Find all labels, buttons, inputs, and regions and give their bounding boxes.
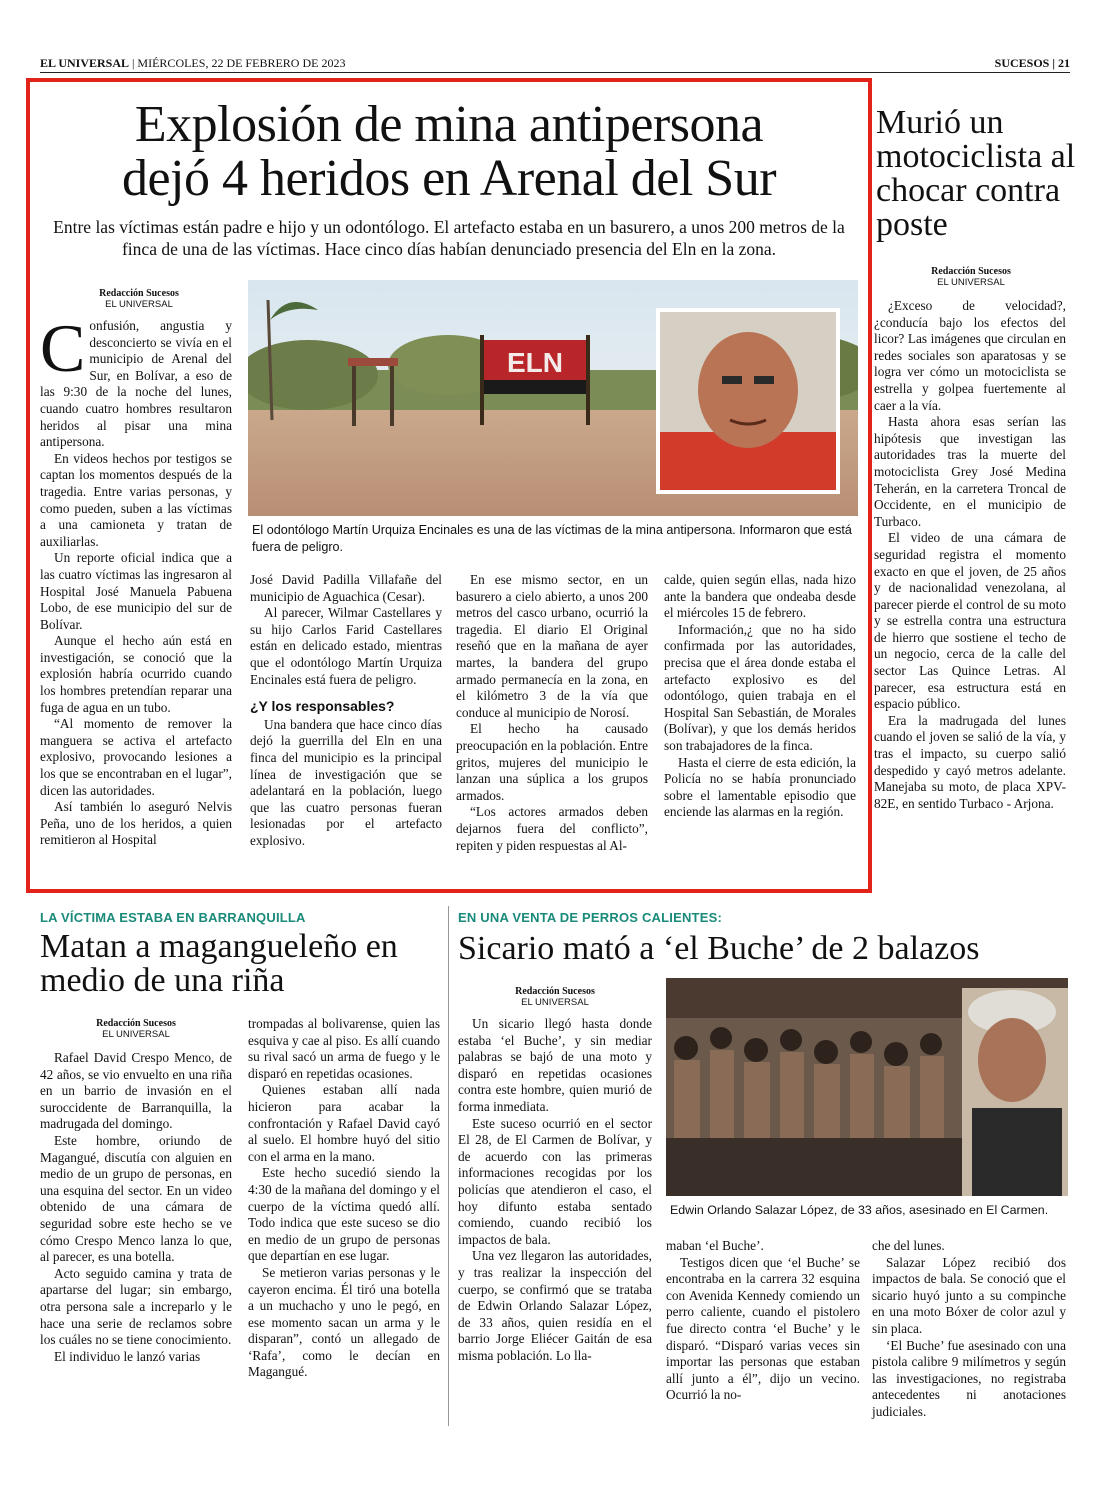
paragraph: Una bandera que hace cinco días dejó la guerrilla del Eln en una finca del municipio es la principal línea de investigación que se adelantará en la población, luego que las cuatro personas fueran lesionadas por el artefacto explosivo. (250, 716, 442, 848)
side-byline (876, 266, 1066, 288)
paragraph: Acto seguido camina y trata de apartarse del lugar; sin embargo, otra persona sale a increparlo y le hace una serie de reclamos sobre los cuáles no se tiene conocimiento. (40, 1265, 232, 1348)
story2-column-1 (40, 1050, 232, 1365)
paragraph: Una vez llegaron las autoridades, y tras realizar la inspección del cuerpo, se confirmó que se trataba de Edwin Orlando Salazar López, de 33 años, quien residía en el barrio Jorge Eliécer Gaitán de esa misma población. Lo lla- (458, 1248, 652, 1363)
paragraph: En ese mismo sector, en un basurero a cielo abierto, a unos 200 metros del casco urbano, ocurrió la tragedia. El diario El Original reseñó que en la mañana de ayer martes, la bandera del grupo armado permanecía en la zona, en el kilómetro 3 de la vía que conduce al municipio de Norosí. (456, 572, 648, 720)
story3-headline: Sicario mató a ‘el Buche’ de 2 balazos (458, 930, 980, 967)
story3-photo-caption: Edwin Orlando Salazar López, de 33 años, asesinado en El Carmen. (670, 1203, 1049, 1217)
paragraph: Este hecho sucedió siendo la 4:30 de la mañana del domingo y el cuerpo de la víctima quedó allí. Todo indica que este suceso se dio en medio de un grupo de personas que departían en ese lugar. (248, 1165, 440, 1264)
paragraph: Quienes estaban allí nada hicieron para acabar la confrontación y Rafael David cayó al suelo. El hombre huyó del sitio con el arma en la mano. (248, 1082, 440, 1164)
paragraph: che del lunes. (872, 1238, 945, 1253)
paragraph: “Los actores armados deben dejarnos fuera del conflicto”, repiten y piden respuestas al Al- (456, 804, 648, 853)
story2-column-2 (248, 1016, 440, 1381)
paragraph: ‘El Buche’ fue asesinado con una pistola calibre 9 milímetros y según las investigaciones, no registraba antecedentes ni anotaciones judiciales. (872, 1337, 1066, 1419)
paragraph: Un reporte oficial indica que a las cuatro víctimas las ingresaron al Hospital José Manuela Pabuena Lobo, de ese municipio del sur de Bolívar. (40, 550, 232, 632)
main-column-1 (40, 310, 232, 849)
byline-publication: EL UNIVERSAL (937, 277, 1005, 288)
story3-column-2 (666, 1238, 860, 1404)
drop-cap: C (40, 310, 86, 386)
portrait-illustration (660, 312, 836, 490)
paragraph: Así también lo aseguró Nelvis Peña, uno de los heridos, a quien remitieron al Hospital (40, 799, 232, 848)
main-column-3 (456, 572, 648, 854)
paper-name: EL UNIVERSAL (40, 56, 130, 70)
edition-date: | MIÉRCOLES, 22 DE FEBRERO DE 2023 (132, 56, 346, 70)
main-column-2 (250, 572, 442, 850)
main-column-4 (664, 572, 856, 821)
paragraph: El video de una cámara de seguridad registra el momento exacto en que el joven, de 25 años y de nacionalidad venezolana, al parecer pierde el control de su moto y se estrella contra una estructura de hierro que sostiene el techo de un negocio, cerca de la calle del sector Las Quince Letras. Al parecer, esa estructura está en espacio público. (874, 530, 1066, 712)
subheading: ¿Y los responsables? (250, 698, 395, 715)
paragraph: Rafael David Crespo Menco, de 42 años, se vio envuelto en una riña en un barrio de invasión en el suroccidente de Barranquilla, la madrugada del domingo. (40, 1050, 232, 1132)
crowd-photo-illustration (666, 978, 1068, 1196)
story3-kicker: EN UNA VENTA DE PERROS CALIENTES: (458, 910, 722, 925)
paragraph: maban ‘el Buche’. (666, 1238, 764, 1253)
main-deck: Entre las víctimas están padre e hijo y un odontólogo. El artefacto estaba en un basurero, a unos 200 metros de la finca de una de las víctimas. Hace cinco días habían denunciado presencia del Eln en la zona. (53, 217, 845, 259)
paragraph: onfusión, angustia y desconcierto se vivía en el municipio de Arenal del Sur, en Bolívar, a eso de las 9:30 de la noche del lunes, cuando cuatro hombres resultaron heridos al pisar una mina antipersona. (40, 318, 232, 450)
story2-kicker: LA VÍCTIMA ESTABA EN BARRANQUILLA (40, 910, 306, 925)
paragraph: trompadas al bolivarense, quien las esquiva y cae al piso. Es allí cuando su rival sacó un arma de fuego y le disparó en repetidas ocasiones. (248, 1016, 441, 1081)
main-headline-line-1: Explosión de mina antipersona (134, 96, 764, 153)
paragraph: Un sicario llegó hasta donde estaba ‘el Buche’, y sin mediar palabras se bajó de una moto y disparó en repetidas ocasiones contra este hombre, quien murió de forma inmediata. (458, 1016, 652, 1114)
main-headline (40, 98, 858, 206)
paragraph: Información,¿ que no ha sido confirmada por las autoridades, precisa que el área donde estaba el artefacto explosivo es del odontólogo, quien trabaja en el Hospital San Sebastián, de Morales (Bolívar), y que los demás heridos son trabajadores de la finca. (664, 621, 856, 753)
paragraph: calde, quien según ellas, nada hizo ante la bandera que ondeaba desde el miércoles 15 de febrero. (664, 572, 856, 621)
byline-author: Redacción Sucesos (931, 266, 1011, 277)
byline-publication: EL UNIVERSAL (521, 997, 589, 1008)
story2-headline: Matan a magangueleño en medio de una riña (40, 928, 398, 999)
paragraph: Se metieron varias personas y le cayeron encima. Él tiró una botella a un muchacho y uno le pegó, en ese momento sacan un arma y le disparan”, contó un allegado de ‘Rafa’, como le decían en Magangué. (248, 1264, 440, 1380)
main-photo-caption: El odontólogo Martín Urquiza Encinales es una de las víctimas de la mina antipersona. Informaron que está fuera de peligro. (252, 523, 852, 554)
byline-author: Redacción Sucesos (96, 1018, 176, 1029)
story3-byline (458, 986, 652, 1008)
inset-portrait (656, 308, 840, 494)
main-photo (248, 280, 858, 516)
flag-text: ELN (507, 347, 563, 378)
paragraph: En videos hechos por testigos se captan los momentos después de la tragedia. Entre varias personas, y como pueden, suben a las víctimas a una camioneta y tratan de auxiliarlas. (40, 450, 232, 549)
paragraph: Este hombre, oriundo de Magangué, discutía con alguien en medio de un grupo de personas, en una esquina del sector. En un video obtenido de una cámara de seguridad sobre este hecho se ve cómo Crespo Menco lanza lo que, al parecer, es una botella. (40, 1132, 232, 1265)
paragraph: ¿Exceso de velocidad?, ¿conducía bajo los efectos del licor? Las imágenes que circulan en redes sociales son aparatosas y se logra ver cómo un motociclista se estrella y golpea fuertemente al caer a la vía. (874, 298, 1066, 413)
paragraph: Este suceso ocurrió en el sector El 28, de El Carmen de Bolívar, y de acuerdo con las primeras informaciones recogidas por los policías que atendieron el caso, el hoy difunto estaba sentado comiendo, cuando recibió los impactos de bala. (458, 1115, 652, 1247)
byline-author: Redacción Sucesos (515, 986, 595, 997)
paragraph: “Al momento de remover la manguera se activa el artefacto explosivo, provocando lesiones a los que se encontraban en el lugar”, dicen las autoridades. (40, 716, 232, 798)
masthead-rule (40, 72, 1070, 73)
paragraph: Hasta el cierre de esta edición, la Policía no se había pronunciado sobre el lamentable episodio que enciende las alarmas en la región. (664, 754, 856, 820)
section-page: SUCESOS | 21 (994, 56, 1070, 70)
byline-publication: EL UNIVERSAL (105, 299, 173, 310)
paragraph: José David Padilla Villafañe del municipio de Aguachica (Cesar). (250, 572, 442, 604)
paragraph: Testigos dicen que ‘el Buche’ se encontraba en la carrera 32 esquina con Avenida Kennedy comiendo un perro caliente, cuando el pistolero fue directo contra ‘el Buche’ y le disparó. “Disparó varias veces sin importar las personas que estaban allí junto a él”, dijo un vecino. Ocurrió la no- (666, 1254, 860, 1403)
paragraph: Era la madrugada del lunes cuando el joven se salió de la vía, y tras el impacto, su cuerpo salió despedido y cayó metros adelante. Manejaba su moto, de placa XPV-82E, en sentido Turbaco - Arjona. (874, 712, 1066, 811)
byline-author: Redacción Sucesos (99, 288, 179, 299)
byline-publication: EL UNIVERSAL (102, 1029, 170, 1040)
story2-byline (40, 1018, 232, 1040)
paragraph: Al parecer, Wilmar Castellares y su hijo Carlos Farid Castellares están en delicado estado, mientras que el odontólogo Martín Urquiza Encinales está fuera de peligro. (250, 605, 442, 687)
main-headline-line-2: dejó 4 heridos en Arenal del Sur (121, 150, 777, 207)
story3-column-3 (872, 1238, 1066, 1421)
paragraph: Salazar López recibió dos impactos de bala. Se conoció que el sicario huyó junto a su compinche en una moto Bóxer de color azul y sin placa. (872, 1254, 1066, 1336)
main-byline (44, 288, 234, 310)
paragraph: Hasta ahora esas serían las hipótesis que investigan las autoridades tras la muerte del motociclista Grey José Medina Teherán, en la carretera Troncal de Occidente, en el municipio de Turbaco. (874, 414, 1066, 529)
side-column (874, 298, 1066, 812)
column-divider (448, 906, 449, 1426)
story3-photo (666, 978, 1068, 1196)
paragraph: El individuo le lanzó varias (54, 1348, 201, 1364)
story3-column-1 (458, 1016, 652, 1364)
side-headline: Murió un motociclista al chocar contra poste (876, 104, 1076, 243)
paragraph: Aunque el hecho aún está en investigación, se conoció que la explosión habría ocurrido cuando los hombres pretendían reparar una fuga de agua en un tubo. (40, 633, 232, 715)
paragraph: El hecho ha causado preocupación en la población. Entre gritos, mujeres del municipio le lanzan una súplica a los grupos armados. (456, 721, 648, 803)
